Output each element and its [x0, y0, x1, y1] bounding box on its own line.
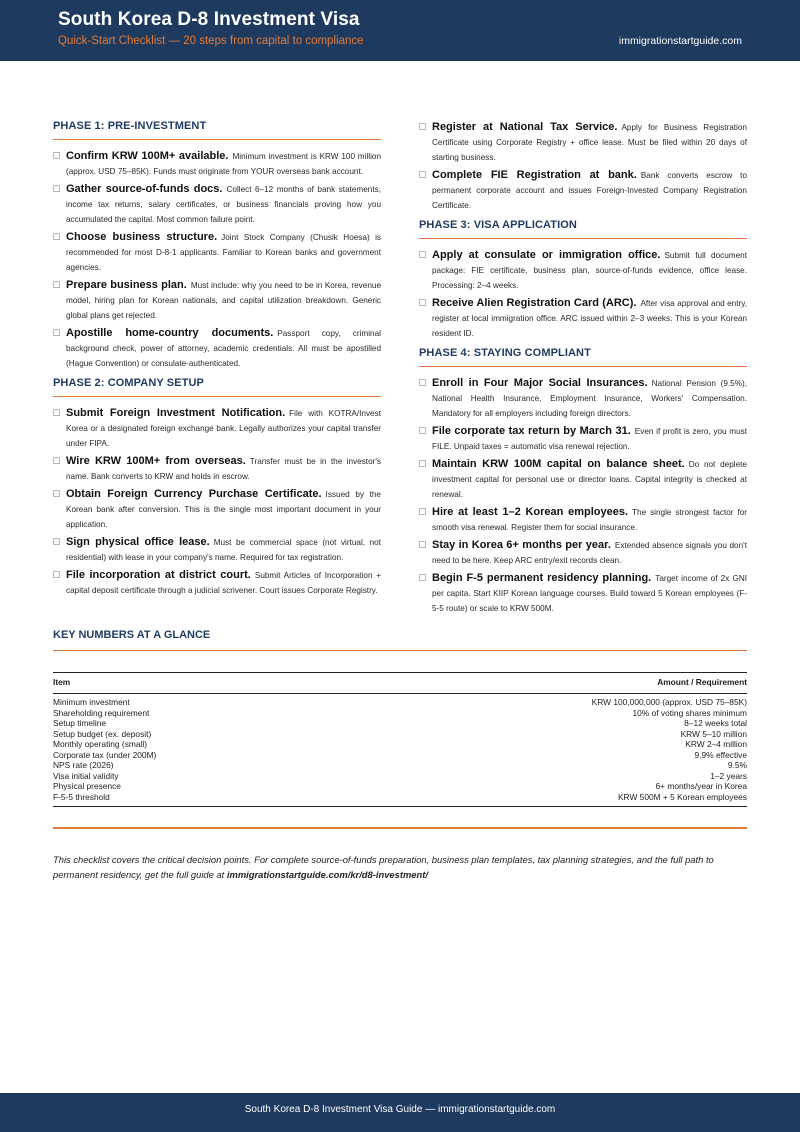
phase-heading: PHASE 3: VISA APPLICATION	[419, 219, 747, 239]
table-row	[53, 792, 747, 803]
checklist-item	[53, 406, 381, 451]
item-title: Hire at least 1–2 Korean employees.	[432, 506, 629, 518]
item-title: Wire KRW 100M+ from overseas.	[66, 455, 246, 467]
checklist-item	[419, 376, 747, 421]
item-title: Stay in Korea 6+ months per year.	[432, 539, 611, 551]
row-value: 1–2 years	[710, 770, 747, 781]
table-row	[53, 729, 747, 740]
item-description: File with KOTRA/Invest Korea or a designated foreign exchange bank. Legally authorizes your capital transfer under FIPA.	[66, 409, 381, 448]
item-description: Passport copy, criminal background check, power of attorney, academic credentials. All must be apostilled (Hague Convention) or consulate-authenticated.	[66, 329, 381, 368]
checklist-item	[53, 535, 381, 565]
item-title: Apostille home-country documents.	[66, 327, 274, 339]
checkbox-icon[interactable]	[53, 538, 60, 545]
checkbox-icon[interactable]	[419, 123, 426, 130]
row-value: 8–12 weeks total	[684, 718, 747, 728]
item-description: Submit Articles of Incorporation + capital deposit certificate through a judicial scrivener. Court issues Corporate Registry.	[66, 571, 382, 595]
checklist-item	[53, 568, 381, 598]
checklist-item	[419, 296, 747, 341]
checkbox-icon[interactable]	[419, 460, 426, 467]
checkbox-icon[interactable]	[53, 490, 60, 497]
item-description: Extended absence signals you don't need to be here. Keep ARC entry/exit records clean.	[432, 541, 747, 565]
checkbox-icon[interactable]	[53, 457, 60, 464]
row-value: 10% of voting shares minimum	[632, 707, 747, 718]
checkbox-icon[interactable]	[419, 171, 426, 178]
row-value: 9.5%	[727, 760, 747, 770]
item-title: File corporate tax return by March 31.	[432, 425, 631, 437]
table-row	[53, 739, 747, 750]
table-row	[53, 760, 747, 771]
row-item: Monthly operating (small)	[53, 739, 148, 749]
item-description: Minimum investment is KRW 100 million (approx. USD 75–85K). Funds must originate from YOUR overseas bank account.	[66, 152, 382, 176]
table-row	[53, 750, 747, 761]
checklist-item	[53, 326, 381, 371]
item-description: Must include: why you need to be in Korea, revenue model, hiring plan for Korean nationals, and capital utilization breakdown. Generic global plans get rejected.	[66, 281, 381, 320]
phase-heading: PHASE 1: PRE-INVESTMENT	[53, 120, 381, 140]
checklist-item	[419, 424, 747, 454]
left-column	[53, 118, 381, 601]
checklist-item	[419, 248, 747, 293]
key-numbers-table	[53, 672, 747, 807]
item-description: Joint Stock Company (Chusik Hoesa) is recommended for most D-8-1 applicants. Familiar to Korean banks and government agencies.	[66, 233, 381, 272]
checklist-item	[53, 149, 381, 179]
row-item: Visa initial validity	[53, 770, 119, 781]
table-row	[53, 781, 747, 792]
item-title: Obtain Foreign Currency Purchase Certificate.	[66, 488, 322, 500]
checklist-item	[419, 457, 747, 502]
checkbox-icon[interactable]	[419, 541, 426, 548]
item-description: Apply for Business Registration Certificate using Corporate Registry + office lease. Must be filed within 20 days of starting business.	[432, 123, 747, 162]
checklist-item	[53, 278, 381, 323]
item-title: Submit Foreign Investment Notification.	[66, 407, 286, 419]
row-item: Corporate tax (under 200M)	[53, 749, 157, 760]
item-title: Gather source-of-funds docs.	[66, 183, 223, 195]
key-numbers-heading: KEY NUMBERS AT A GLANCE	[53, 629, 747, 651]
item-description: Even if profit is zero, you must FILE. Unpaid taxes = automatic visa renewal rejection.	[432, 427, 747, 451]
item-description: Bank converts escrow to permanent corporate account and issues Foreign-Invested Company Registration Certificate.	[432, 171, 747, 210]
row-item: Setup timeline	[53, 718, 107, 728]
note-text: This checklist covers the critical decision points. For complete source-of-funds preparation, business plan templates, tax planning strategies, and the full path to permanent residency, get the full guide at	[53, 854, 714, 880]
item-title: Confirm KRW 100M+ available.	[66, 150, 229, 162]
checkbox-icon[interactable]	[419, 427, 426, 434]
row-value: 9.9% effective	[694, 749, 747, 760]
checkbox-icon[interactable]	[419, 574, 426, 581]
section-divider	[53, 827, 747, 829]
row-item: F-5-5 threshold	[53, 791, 110, 802]
footer-banner	[0, 1093, 800, 1132]
column-header-item: Item	[53, 677, 71, 687]
item-title: Maintain KRW 100M capital on balance sheet.	[432, 458, 685, 470]
item-title: Receive Alien Registration Card (ARC).	[432, 297, 637, 309]
item-description: Target income of 2x GNI per capita. Start KIIP Korean language courses. Build toward 5 Korean employees (F-5-5 route) or scale to KRW 500M.	[432, 574, 748, 613]
item-title: Prepare business plan.	[66, 279, 187, 291]
phase-heading: PHASE 2: COMPANY SETUP	[53, 377, 381, 397]
item-title: Complete FIE Registration at bank.	[432, 169, 637, 181]
checkbox-icon[interactable]	[53, 185, 60, 192]
row-value: KRW 100,000,000 (approx. USD 75–85K)	[591, 697, 747, 707]
table-row	[53, 771, 747, 782]
item-description: After visa approval and entry, register at local immigration office. ARC issued within 2–3 weeks. This is your Korean resident ID.	[432, 299, 748, 338]
footer-text: South Korea D-8 Investment Visa Guide — immigrationstartguide.com	[244, 1104, 556, 1115]
item-description: The single strongest factor for smooth visa renewal. Register them for social insurance.	[432, 508, 747, 532]
checklist-item	[419, 505, 747, 535]
checkbox-icon[interactable]	[419, 251, 426, 258]
checklist-item	[53, 182, 381, 227]
document-subtitle: Quick-Start Checklist — 20 steps from capital to compliance	[58, 35, 364, 47]
table-header	[53, 673, 747, 694]
checkbox-icon[interactable]	[53, 281, 60, 288]
item-description: Must be commercial space (not virtual, not residential) with lease in your company's name. Required for tax registration.	[66, 538, 381, 562]
right-column	[419, 120, 747, 619]
item-description: Submit full document package: FIE certificate, business plan, source-of-funds evidence, office lease. Processing: 2–4 weeks.	[432, 251, 747, 290]
item-title: Apply at consulate or immigration office.	[432, 249, 661, 261]
item-title: Register at National Tax Service.	[432, 121, 618, 133]
row-item: Physical presence	[53, 781, 121, 791]
checkbox-icon[interactable]	[53, 233, 60, 240]
column-header-amount: Amount / Requirement	[657, 677, 747, 687]
item-description: Do not deplete investment capital for personal use or director loans. Capital integrity is checked at renewal.	[432, 460, 747, 499]
header-banner	[0, 0, 800, 61]
document-title: South Korea D-8 Investment Visa	[58, 9, 360, 30]
item-description: Issued by the Korean bank after conversion. This is the single most important document in your application.	[66, 490, 381, 529]
row-item: NPS rate (2026)	[53, 760, 114, 770]
checkbox-icon[interactable]	[419, 299, 426, 306]
item-description: Collect 6–12 months of bank statements, income tax returns, salary certificates, or business financials proving how you accumulated the capital. Most common failure point.	[66, 185, 381, 224]
item-title: Choose business structure.	[66, 231, 218, 243]
item-title: Sign physical office lease.	[66, 536, 210, 548]
checkbox-icon[interactable]	[53, 571, 60, 578]
table-row	[53, 708, 747, 719]
closing-note	[53, 852, 747, 882]
checklist-item	[419, 571, 747, 616]
checklist-item	[53, 487, 381, 532]
guide-link[interactable]: immigrationstartguide.com/kr/d8-investment/	[226, 869, 428, 880]
row-item: Minimum investment	[53, 697, 130, 707]
checkbox-icon[interactable]	[419, 508, 426, 515]
table-row	[53, 697, 747, 708]
header-site-link[interactable]: immigrationstartguide.com	[618, 35, 742, 47]
item-title: Begin F-5 permanent residency planning.	[432, 572, 652, 584]
phase-heading: PHASE 4: STAYING COMPLIANT	[419, 347, 747, 367]
checkbox-icon[interactable]	[53, 409, 60, 416]
checklist-item	[419, 538, 747, 568]
item-description: National Pension (9.5%), National Health Insurance, Employment Insurance, Workers' Compensation. Mandatory for all employers including foreign directors.	[432, 379, 747, 418]
item-title: Enroll in Four Major Social Insurances.	[432, 377, 648, 389]
checklist-item	[53, 230, 381, 275]
row-value: KRW 500M + 5 Korean employees	[617, 791, 747, 802]
row-value: 6+ months/year in Korea	[655, 781, 747, 791]
checkbox-icon[interactable]	[419, 379, 426, 386]
checklist-item	[419, 120, 747, 165]
checklist-item	[419, 168, 747, 213]
row-value: KRW 2–4 million	[685, 739, 747, 749]
table-row	[53, 718, 747, 729]
table-body	[53, 694, 747, 806]
row-value: KRW 5–10 million	[680, 728, 747, 739]
checkbox-icon[interactable]	[53, 329, 60, 336]
item-description: Transfer must be in the investor's name. Bank converts to KRW and holds in escrow.	[66, 457, 382, 481]
checklist-item	[53, 454, 381, 484]
row-item: Setup budget (ex. deposit)	[53, 728, 152, 739]
row-item: Shareholding requirement	[53, 707, 150, 718]
item-title: File incorporation at district court.	[66, 569, 251, 581]
checkbox-icon[interactable]	[53, 152, 60, 159]
